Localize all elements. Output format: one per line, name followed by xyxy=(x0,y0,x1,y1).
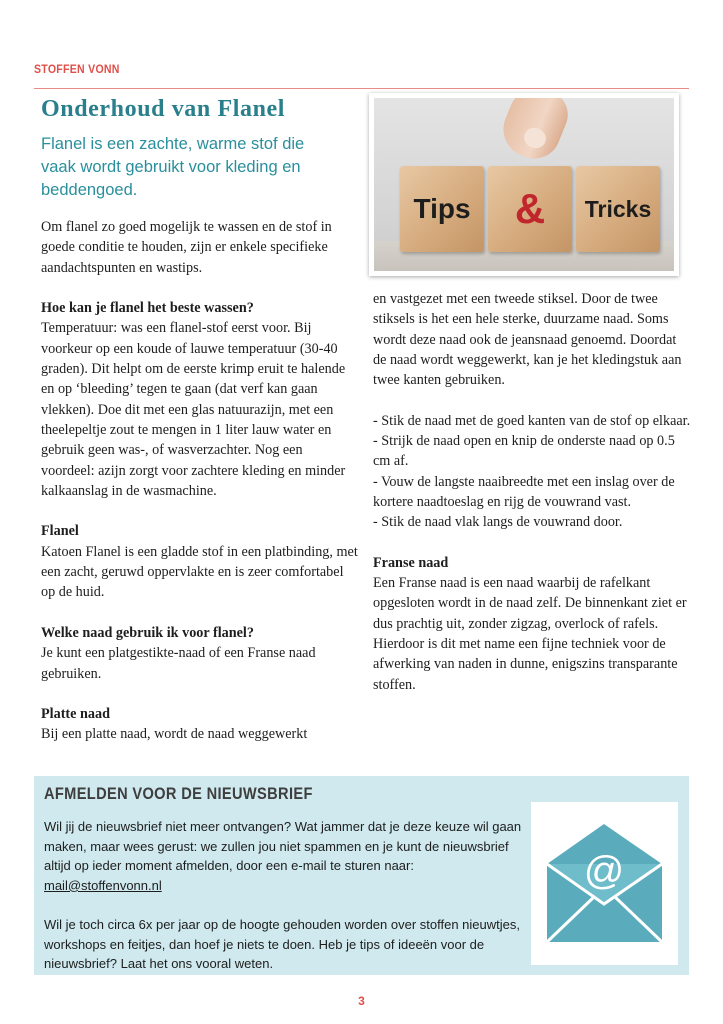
newsletter-paragraph-2: Wil je toch circa 6x per jaar op de hoogte gehouden worden over stoffen nieuwtjes, workshops en feitjes, dan hoef je niets te doen. Heb je tips of ideeën voor de nieuwsbrief? Laat het ons vooral weten. xyxy=(44,916,520,972)
flanel-paragraph: Katoen Flanel is een gladde stof in een platbinding, met een zacht, geruwd oppervlakte en is zeer comfortabel op de huid. xyxy=(41,543,358,601)
newsletter-box xyxy=(34,776,689,975)
step-item: - Strijk de naad open en knip de onderste naad op 0.5 cm af. xyxy=(373,433,675,470)
wooden-block-tips: Tips xyxy=(400,166,484,252)
envelope-at-icon xyxy=(543,820,666,946)
intro-paragraph: Om flanel zo goed mogelijk te wassen en de stof in goede conditie te houden, zijn er enkele specifieke aandachtspunten en wastips. xyxy=(41,219,332,276)
header-divider xyxy=(34,88,689,89)
article-column-right xyxy=(373,289,693,695)
wooden-block-tricks: Tricks xyxy=(576,166,660,252)
flat-seam-paragraph-start: Bij een platte naad, wordt de naad weggewerkt xyxy=(41,726,308,743)
article-column-left xyxy=(41,217,359,745)
tips-tricks-photo xyxy=(369,93,679,276)
step-item: - Vouw de langste naaibreedte met een inslag over de kortere naadtoeslag en rijg de vouwrand vast. xyxy=(373,473,675,510)
page-number: 3 xyxy=(358,994,365,1008)
page-subtitle: Flanel is een zachte, warme stof die vaak wordt gebruikt voor kleding en beddengoed. xyxy=(41,135,305,199)
svg-text:@: @ xyxy=(583,849,625,893)
flat-seam-heading: Platte naad xyxy=(41,706,110,723)
wash-paragraph: Temperatuur: was een flanel-stof eerst voor. Bij voorkeur op een koude of lauwe temperatuur (30-40 graden). Dit helpt om de eerste krimp eruit te halende en op ‘bleeding’ tegen te gaan (dat verf kan gaan vlekken). Doe dit met een glas natuurazijn, met een theelepeltje zout te mengen in 1 liter lauw water en gebruik geen was-, of wasverzachter. Nog een voordeel: azijn zorgt voor zachtere kleding en minder kalkaanslag in de wasmachine. xyxy=(41,320,346,499)
newsletter-email-link[interactable]: mail@stoffenvonn.nl xyxy=(44,877,162,893)
french-seam-heading: Franse naad xyxy=(373,554,449,571)
page-title: Onderhoud van Flanel xyxy=(41,96,286,122)
step-item: - Stik de naad met de goed kanten van de stof op elkaar. xyxy=(373,412,691,429)
step-item: - Stik de naad vlak langs de vouwrand door. xyxy=(373,514,623,531)
seam-paragraph: Je kunt een platgestikte-naad of een Franse naad gebruiken. xyxy=(41,645,316,682)
envelope-panel xyxy=(531,802,678,965)
flat-seam-paragraph-end: en vastgezet met een tweede stiksel. Door de twee stiksels is het een hele sterke, duurzame naad. Soms wordt deze naad ook de jeansnaad genoemd. Doordat de naad wordt weggewerkt, kan je het kledingstuk aan twee kanten gebruiken. xyxy=(373,291,682,389)
newsletter-body xyxy=(44,817,529,974)
newsletter-paragraph xyxy=(44,817,529,895)
newsletter-text: Wil jij de nieuwsbrief niet meer ontvangen? Wat jammer dat je deze keuze wil gaan maken, maar wees gerust: we zullen jou niet spammen en je kunt de nieuwsbrief altijd op ieder moment afmelden, door een e-mail te sturen naar: xyxy=(44,819,522,874)
seam-heading: Welke naad gebruik ik voor flanel? xyxy=(41,624,254,641)
wooden-block-ampersand: & xyxy=(488,166,572,252)
wash-heading: Hoe kan je flanel het beste wassen? xyxy=(41,300,254,317)
brand-label: STOFFEN VONN xyxy=(34,62,120,76)
flanel-heading: Flanel xyxy=(41,523,79,540)
newsletter-title: AFMELDEN VOOR DE NIEUWSBRIEF xyxy=(44,784,313,803)
french-seam-paragraph: Een Franse naad is een naad waarbij de rafelkant opgesloten wordt in de naad zelf. De binnenkant ziet er dus prachtig uit, zonder zigzag, overlock of rafels. Hierdoor is dit met name een fijne techniek voor de afwerking van naden in dunne, enigszins transparante stoffen. xyxy=(373,575,687,693)
